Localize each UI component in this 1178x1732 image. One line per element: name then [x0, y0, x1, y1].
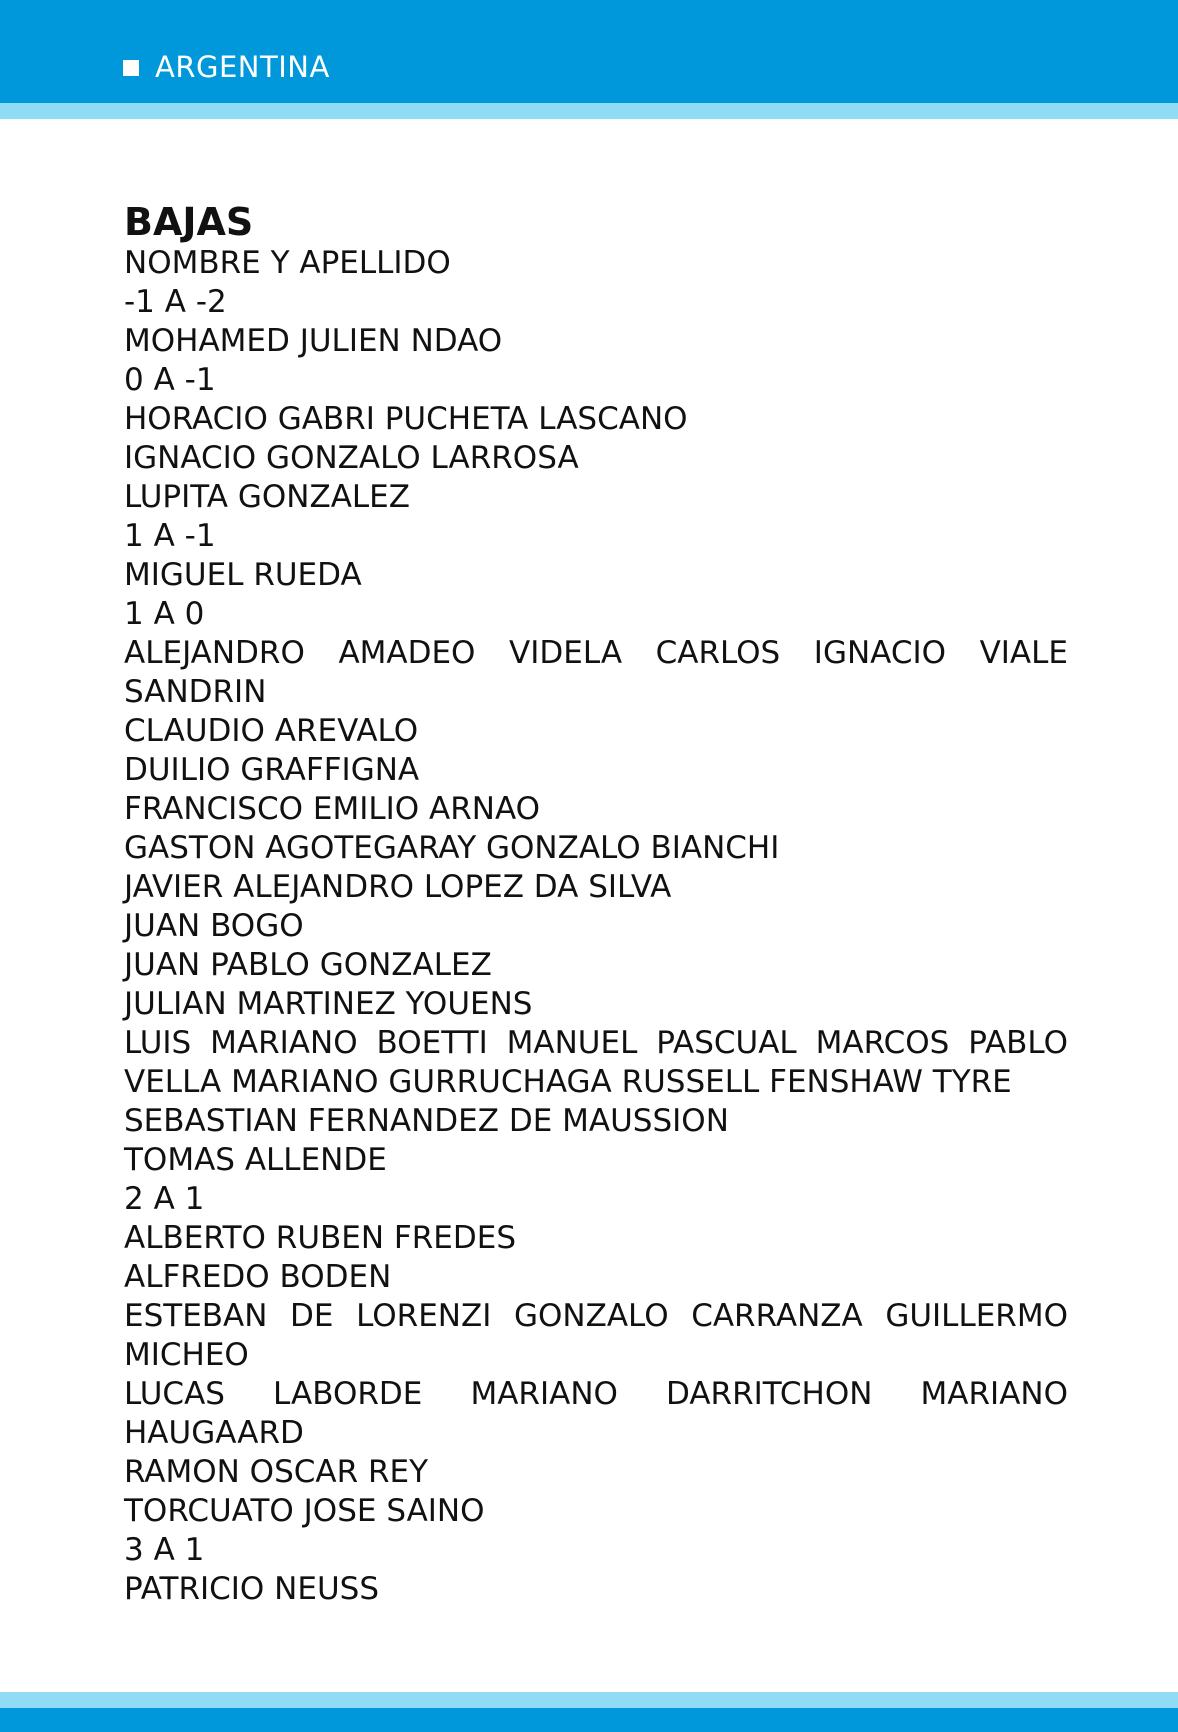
list-item: IGNACIO GONZALO LARROSA: [124, 440, 579, 476]
group: [124, 1180, 1068, 1531]
list-item: ALBERTO RUBEN FREDES: [124, 1220, 517, 1256]
footer-bar: [0, 1708, 1178, 1732]
square-bullet-icon: [123, 60, 139, 76]
group: [124, 595, 1068, 1180]
group-label: 1 A 0: [124, 596, 205, 632]
list-item: PATRICIO NEUSS: [124, 1571, 379, 1607]
header-title: ARGENTINA: [155, 50, 330, 84]
list-item: GASTON AGOTEGARAY GONZALO BIANCHI: [124, 830, 780, 866]
group: [124, 517, 1068, 595]
list-item: TOMAS ALLENDE: [124, 1142, 387, 1178]
list-item: LUPITA GONZALEZ: [124, 479, 410, 515]
list-item: FRANCISCO EMILIO ARNAO: [124, 791, 541, 827]
list-item: ESTEBAN DE LORENZI GONZALO CARRANZA GUILLERMO MICHEO: [124, 1298, 1068, 1373]
footer-stripe: [0, 1692, 1178, 1708]
group: [124, 361, 1068, 517]
group-label: 1 A -1: [124, 518, 216, 554]
list-item: ALEJANDRO AMADEO VIDELA CARLOS IGNACIO VIALE SANDRIN: [124, 635, 1068, 710]
list-item: JUAN BOGO: [124, 908, 304, 944]
group: [124, 1531, 1068, 1609]
group-label: 2 A 1: [124, 1181, 205, 1217]
list-item: TORCUATO JOSE SAINO: [124, 1493, 485, 1529]
list-item: JAVIER ALEJANDRO LOPEZ DA SILVA: [124, 869, 672, 905]
list-item: JULIAN MARTINEZ YOUENS: [124, 986, 533, 1022]
group-label: -1 A -2: [124, 284, 227, 320]
list-item: CLAUDIO AREVALO: [124, 713, 419, 749]
group: [124, 283, 1068, 361]
group-label: 0 A -1: [124, 362, 216, 398]
list-item: MIGUEL RUEDA: [124, 557, 362, 593]
list-item: HORACIO GABRI PUCHETA LASCANO: [124, 401, 688, 437]
list-item: SEBASTIAN FERNANDEZ DE MAUSSION: [124, 1103, 729, 1139]
list-item: JUAN PABLO GONZALEZ: [124, 947, 492, 983]
header-stripe: [0, 103, 1178, 119]
group-label: 3 A 1: [124, 1532, 205, 1568]
column-header: NOMBRE Y APELLIDO: [124, 245, 451, 281]
content-area: [124, 200, 1068, 1609]
list-item: DUILIO GRAFFIGNA: [124, 752, 420, 788]
list-item: RAMON OSCAR REY: [124, 1454, 429, 1490]
list-item: LUCAS LABORDE MARIANO DARRITCHON MARIANO HAUGAARD: [124, 1376, 1068, 1451]
section-title: BAJAS: [124, 200, 254, 244]
list-item: ALFREDO BODEN: [124, 1259, 392, 1295]
list-item: MOHAMED JULIEN NDAO: [124, 323, 503, 359]
list-item: LUIS MARIANO BOETTI MANUEL PASCUAL MARCOS PABLO VELLA MARIANO GURRUCHAGA RUSSELL FENSHAW TYRE: [124, 1025, 1068, 1100]
